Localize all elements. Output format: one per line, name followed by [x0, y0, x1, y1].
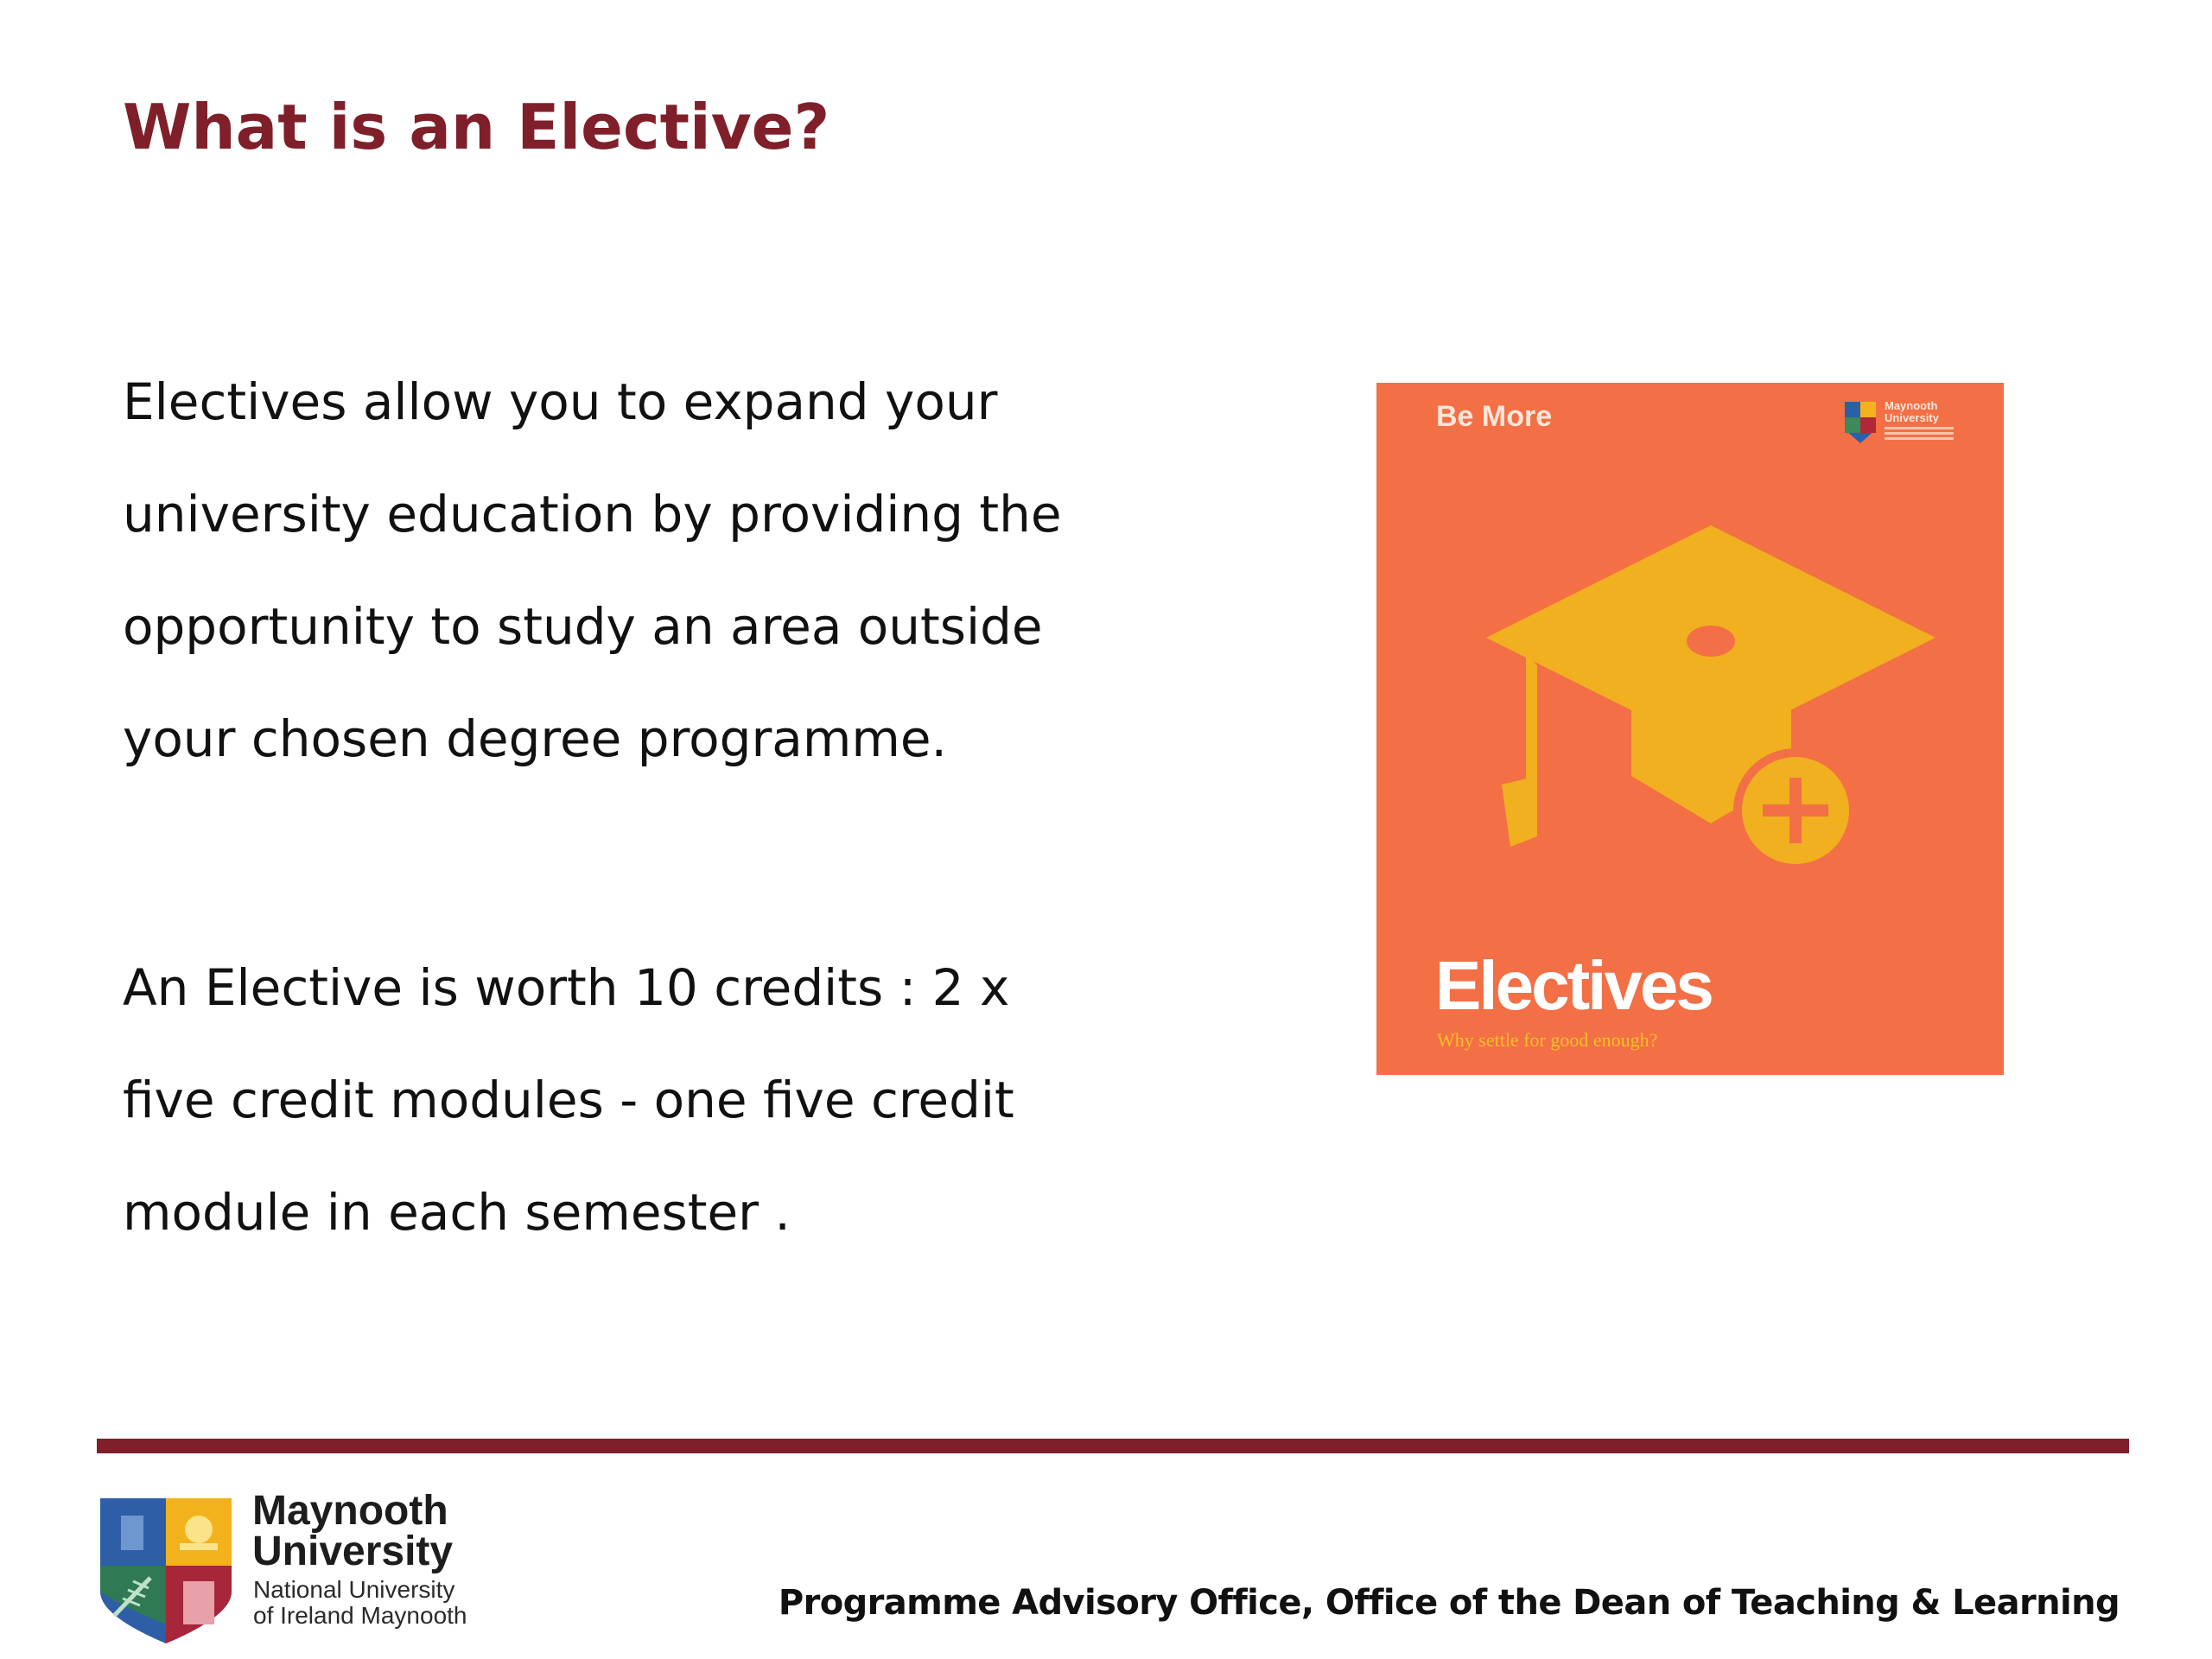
slide-title: What is an Elective?	[123, 91, 830, 163]
cover-logo-text: Maynooth University	[1885, 399, 1939, 424]
crest-icon	[1843, 400, 1878, 445]
university-crest-icon	[97, 1495, 235, 1646]
maynooth-university-logo	[97, 1488, 467, 1646]
cover-heading: Electives	[1435, 947, 1712, 1024]
paragraph-line: university education by providing the	[123, 485, 1062, 543]
paragraph-line: five credit modules - one five credit	[123, 1071, 1014, 1129]
cover-tagline: Why settle for good enough?	[1437, 1029, 1658, 1051]
paragraph-line: your chosen degree programme.	[123, 709, 947, 768]
logo-subtitle	[253, 1577, 467, 1629]
cover-logo-subtext	[1885, 427, 1954, 429]
logo-name-line: University	[252, 1529, 454, 1574]
paragraph-credits	[123, 931, 1014, 1268]
paragraph-line: opportunity to study an area outside	[123, 597, 1043, 656]
logo-name	[252, 1488, 454, 1574]
footer-office-text: Programme Advisory Office, Office of the Dean of Teaching & Learning	[778, 1583, 2120, 1623]
paragraph-line: An Elective is worth 10 credits : 2 x	[123, 958, 1010, 1017]
cover-university-logo	[1843, 400, 1955, 445]
paragraph-line: module in each semester .	[123, 1183, 791, 1242]
cover-be-more-label: Be More	[1436, 400, 1553, 433]
logo-name-line: Maynooth	[252, 1488, 448, 1534]
paragraph-electives-intro	[123, 346, 1062, 795]
logo-subtitle-line: National University	[253, 1576, 455, 1603]
graduation-cap-plus-icon	[1463, 525, 1947, 888]
logo-subtitle-line: of Ireland Maynooth	[253, 1602, 467, 1629]
paragraph-line: Electives allow you to expand your	[123, 372, 998, 431]
footer-divider	[97, 1439, 2129, 1453]
electives-cover-image	[1376, 383, 2004, 1075]
